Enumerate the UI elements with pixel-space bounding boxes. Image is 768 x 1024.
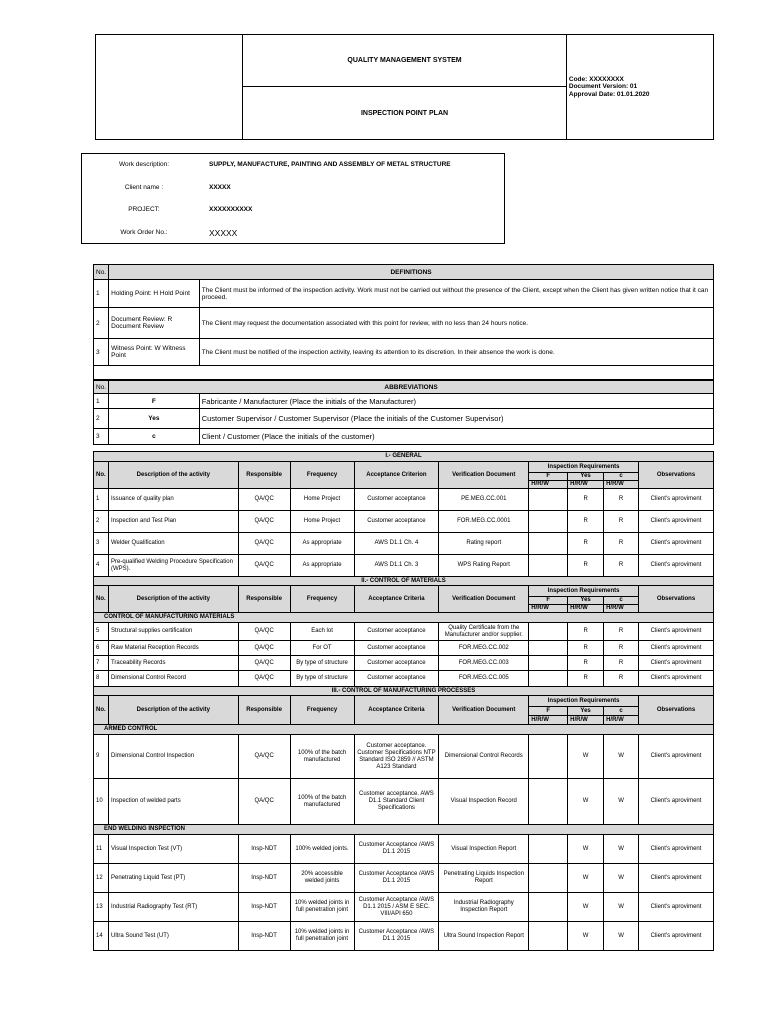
subsection-row	[94, 825, 714, 835]
client-name-value: XXXXX	[209, 183, 231, 191]
abbreviation-number: 2	[94, 409, 109, 429]
row-number: 4	[94, 555, 109, 577]
frequency: As appropriate	[290, 533, 354, 555]
col-document: Verification Document	[439, 586, 529, 613]
requirement-yes: R	[568, 489, 604, 511]
responsible: Insp-NDT	[238, 922, 290, 951]
requirement-yes: W	[568, 864, 604, 893]
verification-document: Industrial Radiography Inspection Report	[439, 893, 529, 922]
frequency: Each lot	[290, 623, 354, 641]
responsible: QA/QC	[238, 735, 290, 779]
definitions-no-header: No.	[94, 265, 109, 280]
col-frequency: Frequency	[290, 586, 354, 613]
acceptance-criterion: AWS D1.1 Ch. 4	[354, 533, 439, 555]
responsible: QA/QC	[238, 623, 290, 641]
verification-document: PE.MEG.CC.001	[439, 489, 529, 511]
work-order-label: Work Order No.:	[120, 229, 168, 237]
definition-name: Witness Point: W Witness Point	[109, 339, 200, 366]
requirement-c: W	[604, 864, 639, 893]
verification-document: Quality Certificate from the Manufacturer and/or supplier.	[439, 623, 529, 641]
observations: Client's aproviment	[639, 489, 714, 511]
requirement-c: R	[604, 489, 639, 511]
col-no: No.	[94, 696, 109, 725]
observations: Client's aproviment	[639, 555, 714, 577]
requirement-yes: R	[568, 623, 604, 641]
requirement-f	[529, 623, 568, 641]
acceptance-criterion: Customer Acceptance /AWS D1.1 2015	[354, 922, 439, 951]
table-row	[94, 641, 714, 656]
table-row	[94, 511, 714, 533]
requirement-c: R	[604, 641, 639, 656]
activity: Dimensional Control Inspection	[108, 735, 238, 779]
activity: Traceability Records	[108, 656, 238, 671]
table-row	[94, 489, 714, 511]
work-description-value: SUPPLY, MANUFACTURE, PAINTING AND ASSEMBLY OF METAL STRUCTURE	[209, 160, 451, 168]
work-info	[81, 153, 505, 244]
requirement-yes: R	[568, 511, 604, 533]
verification-document: Penetrating Liquids Inspection Report	[439, 864, 529, 893]
acceptance-criterion: AWS D1.1 Ch. 3	[354, 555, 439, 577]
col-criterion: Acceptance Criteria	[354, 696, 439, 725]
row-number: 5	[94, 623, 109, 641]
acceptance-criterion: Customer Acceptance /AWS D1.1 2015 / ASM E SEC. VIII/API 650	[354, 893, 439, 922]
row-number: 14	[94, 922, 109, 951]
col-hrw: H/R/W	[604, 605, 639, 613]
table-row	[94, 864, 714, 893]
row-number: 12	[94, 864, 109, 893]
verification-document: WPS Rating Report	[439, 555, 529, 577]
section-title-row	[94, 452, 714, 462]
client-name-label: Client name :	[124, 183, 164, 191]
responsible: Insp-NDT	[238, 893, 290, 922]
frequency: 10% welded joints in full penetration joint	[290, 893, 354, 922]
responsible: QA/QC	[238, 671, 290, 687]
row-number: 6	[94, 641, 109, 656]
observations: Client's aproviment	[639, 623, 714, 641]
acceptance-criterion: Customer acceptance	[354, 641, 439, 656]
verification-document: Visual Inspection Report	[439, 835, 529, 864]
requirement-yes: W	[568, 893, 604, 922]
abbreviation-code: c	[109, 429, 200, 445]
observations: Client's aproviment	[639, 671, 714, 687]
activity: Issuance of quality plan	[108, 489, 238, 511]
abbreviation-code: Yes	[109, 409, 200, 429]
section-title: III.- CONTROL OF MANUFACTURING PROCESSES	[94, 687, 714, 696]
requirement-f	[529, 533, 568, 555]
col-no: No.	[94, 586, 109, 613]
abbreviation-text: Customer Supervisor / Customer Supervisor (Place the initials of the Customer Supervisor)	[199, 409, 713, 429]
abbreviation-number: 1	[94, 394, 109, 409]
work-order-value: XXXXX	[209, 227, 238, 238]
col-f: F	[529, 707, 568, 716]
work-description-label: Work description:	[118, 160, 170, 168]
col-yes: Yes	[568, 707, 604, 716]
observations: Client's aproviment	[639, 656, 714, 671]
abbreviation-text: Client / Customer (Place the initials of the customer)	[199, 429, 713, 445]
document-meta	[566, 35, 713, 140]
responsible: QA/QC	[238, 555, 290, 577]
requirement-f	[529, 511, 568, 533]
verification-document: Visual Inspection Record	[439, 779, 529, 825]
table-row	[94, 656, 714, 671]
verification-document: Rating report	[439, 533, 529, 555]
subsection-row	[94, 613, 714, 623]
definitions-table	[93, 264, 714, 380]
table-row	[94, 623, 714, 641]
frequency: 100% welded joints.	[290, 835, 354, 864]
verification-document: FOR.MEG.CC.0001	[439, 511, 529, 533]
observations: Client's aproviment	[639, 893, 714, 922]
project-label: PROJECT:	[128, 206, 160, 214]
verification-document: Dimensional Control Records	[439, 735, 529, 779]
requirement-yes: W	[568, 835, 604, 864]
subsection-title: ARMED CONTROL	[94, 725, 714, 735]
frequency: 10% welded joints in full penetration joint	[290, 922, 354, 951]
acceptance-criterion: Customer acceptance	[354, 511, 439, 533]
table-row	[94, 835, 714, 864]
section-title-row	[94, 687, 714, 696]
definition-name: Holding Point: H Hold Point	[109, 280, 200, 308]
requirement-f	[529, 735, 568, 779]
col-inspection-requirements: Inspection Requirements	[529, 696, 639, 707]
row-number: 8	[94, 671, 109, 687]
column-header-row	[94, 586, 714, 597]
definition-text: The Client may request the documentation associated with this point for review, with no less than 24 hours notice.	[199, 308, 713, 339]
col-activity: Description of the activity	[108, 462, 238, 489]
requirement-yes: R	[568, 555, 604, 577]
col-criterion: Acceptance Criterion	[354, 462, 439, 489]
section-title: I.- GENERAL	[94, 452, 714, 462]
responsible: QA/QC	[238, 779, 290, 825]
observations: Client's aproviment	[639, 864, 714, 893]
row-number: 10	[94, 779, 109, 825]
requirement-c: W	[604, 735, 639, 779]
system-title: QUALITY MANAGEMENT SYSTEM	[243, 35, 567, 87]
verification-document: FOR.MEG.CC.005	[439, 671, 529, 687]
frequency: Home Project	[290, 489, 354, 511]
col-observations: Observations	[639, 462, 714, 489]
requirement-f	[529, 671, 568, 687]
row-number: 1	[94, 489, 109, 511]
frequency: By type of structure	[290, 656, 354, 671]
requirement-c: W	[604, 893, 639, 922]
definition-text: The Client must be informed of the inspection activity. Work must not be carried out without the presence of the Client, except when the Client has given written notice that it can proceed.	[199, 280, 713, 308]
subsection-title: END WELDING INSPECTION	[94, 825, 714, 835]
observations: Client's aproviment	[639, 511, 714, 533]
responsible: QA/QC	[238, 511, 290, 533]
abbreviations-no-header: No.	[94, 381, 109, 394]
col-responsible: Responsible	[238, 462, 290, 489]
requirement-c: R	[604, 511, 639, 533]
spacer-row	[94, 366, 714, 380]
col-f: F	[529, 597, 568, 605]
responsible: QA/QC	[238, 641, 290, 656]
verification-document: Ultra Sound Inspection Report	[439, 922, 529, 951]
activity: Dimensional Control Record	[108, 671, 238, 687]
acceptance-criterion: Customer acceptance	[354, 489, 439, 511]
requirement-f	[529, 864, 568, 893]
responsible: QA/QC	[238, 656, 290, 671]
requirement-yes: W	[568, 922, 604, 951]
col-activity: Description of the activity	[108, 586, 238, 613]
table-row	[94, 922, 714, 951]
responsible: Insp-NDT	[238, 864, 290, 893]
requirement-c: W	[604, 922, 639, 951]
activity: Visual Inspection Test (VT)	[108, 835, 238, 864]
activity: Ultra Sound Test (UT)	[108, 922, 238, 951]
col-responsible: Responsible	[238, 586, 290, 613]
activity: Raw Material Reception Records	[108, 641, 238, 656]
activity: Industrial Radiography Test (RT)	[108, 893, 238, 922]
col-document: Verification Document	[439, 462, 529, 489]
col-document: Verification Document	[439, 696, 529, 725]
requirement-yes: W	[568, 779, 604, 825]
acceptance-criterion: Customer acceptance. Customer Specifications NTP Standard ISO 2859 // ASTM A123 Standard	[354, 735, 439, 779]
col-activity: Description of the activity	[108, 696, 238, 725]
col-c: c	[604, 597, 639, 605]
observations: Client's aproviment	[639, 533, 714, 555]
col-hrw: H/R/W	[529, 481, 568, 489]
requirement-c: R	[604, 533, 639, 555]
col-hrw: H/R/W	[529, 605, 568, 613]
responsible: Insp-NDT	[238, 835, 290, 864]
table-row	[94, 735, 714, 779]
activity: Inspection and Test Plan	[108, 511, 238, 533]
col-observations: Observations	[639, 586, 714, 613]
acceptance-criterion: Customer acceptance. AWS D1.1 Standard Client Specifications	[354, 779, 439, 825]
observations: Client's aproviment	[639, 641, 714, 656]
activity: Welder Qualification	[108, 533, 238, 555]
requirement-f	[529, 893, 568, 922]
activity: Pre-qualified Welding Procedure Specification (WPS).	[108, 555, 238, 577]
col-hrw: H/R/W	[604, 481, 639, 489]
subsection-title: CONTROL OF MANUFACTURING MATERIALS	[94, 613, 714, 623]
definition-text: The Client must be notified of the inspection activity, leaving its attention to its discretion. In their absence the work is done.	[199, 339, 713, 366]
table-row	[94, 779, 714, 825]
col-yes: Yes	[568, 597, 604, 605]
requirement-c: W	[604, 835, 639, 864]
requirement-f	[529, 835, 568, 864]
approval-date: Approval Date: 01.01.2020	[568, 90, 650, 98]
requirement-yes: W	[568, 735, 604, 779]
logo-area	[96, 35, 243, 140]
table-row	[94, 671, 714, 687]
definition-number: 1	[94, 280, 109, 308]
requirement-yes: R	[568, 533, 604, 555]
row-number: 9	[94, 735, 109, 779]
abbreviation-number: 3	[94, 429, 109, 445]
definitions-title: DEFINITIONS	[109, 265, 714, 280]
frequency: Home Project	[290, 511, 354, 533]
requirement-f	[529, 489, 568, 511]
row-number: 11	[94, 835, 109, 864]
abbreviation-code: F	[109, 394, 200, 409]
inspection-table	[93, 451, 714, 951]
frequency: By type of structure	[290, 671, 354, 687]
col-inspection-requirements: Inspection Requirements	[529, 586, 639, 597]
col-frequency: Frequency	[290, 696, 354, 725]
col-no: No.	[94, 462, 109, 489]
table-row	[94, 555, 714, 577]
abbreviations-title: ABBREVIATIONS	[109, 381, 714, 394]
table-row	[94, 893, 714, 922]
requirement-f	[529, 779, 568, 825]
col-hrw: H/R/W	[529, 716, 568, 725]
col-hrw: H/R/W	[568, 716, 604, 725]
observations: Client's aproviment	[639, 735, 714, 779]
document-title: INSPECTION POINT PLAN	[243, 87, 567, 140]
frequency: 100% of the batch manufactured	[290, 779, 354, 825]
requirement-c: R	[604, 671, 639, 687]
subsection-row	[94, 725, 714, 735]
acceptance-criterion: Customer Acceptance /AWS D1.1 2015	[354, 864, 439, 893]
responsible: QA/QC	[238, 533, 290, 555]
col-hrw: H/R/W	[568, 481, 604, 489]
col-c: c	[604, 707, 639, 716]
col-c: c	[604, 473, 639, 481]
definition-number: 2	[94, 308, 109, 339]
activity: Penetrating Liquid Test (PT)	[108, 864, 238, 893]
requirement-yes: R	[568, 671, 604, 687]
observations: Client's aproviment	[639, 922, 714, 951]
verification-document: FOR.MEG.CC.003	[439, 656, 529, 671]
requirement-c: R	[604, 656, 639, 671]
col-frequency: Frequency	[290, 462, 354, 489]
definition-name: Document Review: R Document Review	[109, 308, 200, 339]
col-observations: Observations	[639, 696, 714, 725]
activity: Structural supplies certification	[108, 623, 238, 641]
acceptance-criterion: Customer Acceptance /AWS D1.1 2015	[354, 835, 439, 864]
row-number: 13	[94, 893, 109, 922]
col-criterion: Acceptance Criteria	[354, 586, 439, 613]
observations: Client's aproviment	[639, 779, 714, 825]
abbreviation-text: Fabricante / Manufacturer (Place the initials of the Manufacturer)	[199, 394, 713, 409]
col-hrw: H/R/W	[604, 716, 639, 725]
abbreviations-table	[93, 380, 714, 445]
frequency: As appropriate	[290, 555, 354, 577]
requirement-yes: R	[568, 656, 604, 671]
document-version: Document Version: 01	[568, 83, 638, 91]
requirement-f	[529, 555, 568, 577]
acceptance-criterion: Customer acceptance	[354, 671, 439, 687]
project-value: XXXXXXXXXX	[209, 206, 253, 214]
document-header	[95, 34, 714, 140]
requirement-yes: R	[568, 641, 604, 656]
verification-document: FOR.MEG.CC.002	[439, 641, 529, 656]
requirement-f	[529, 641, 568, 656]
col-responsible: Responsible	[238, 696, 290, 725]
col-yes: Yes	[568, 473, 604, 481]
requirement-f	[529, 656, 568, 671]
acceptance-criterion: Customer acceptance	[354, 623, 439, 641]
row-number: 3	[94, 533, 109, 555]
responsible: QA/QC	[238, 489, 290, 511]
requirement-c: R	[604, 555, 639, 577]
observations: Client's aproviment	[639, 835, 714, 864]
col-hrw: H/R/W	[568, 605, 604, 613]
table-row	[94, 533, 714, 555]
section-title: II.- CONTROL OF MATERIALS	[94, 577, 714, 586]
frequency: 100% of the batch manufactured	[290, 735, 354, 779]
row-number: 7	[94, 656, 109, 671]
row-number: 2	[94, 511, 109, 533]
section-title-row	[94, 577, 714, 586]
col-inspection-requirements: Inspection Requirements	[529, 462, 639, 473]
frequency: For OT	[290, 641, 354, 656]
definition-number: 3	[94, 339, 109, 366]
requirement-f	[529, 922, 568, 951]
column-header-row	[94, 696, 714, 707]
acceptance-criterion: Customer acceptance	[354, 656, 439, 671]
requirement-c: R	[604, 623, 639, 641]
document-code: Code: XXXXXXXX	[568, 75, 624, 83]
activity: Inspection of welded parts	[108, 779, 238, 825]
col-f: F	[529, 473, 568, 481]
requirement-c: W	[604, 779, 639, 825]
frequency: 20% accessible welded joints	[290, 864, 354, 893]
column-header-row	[94, 462, 714, 473]
